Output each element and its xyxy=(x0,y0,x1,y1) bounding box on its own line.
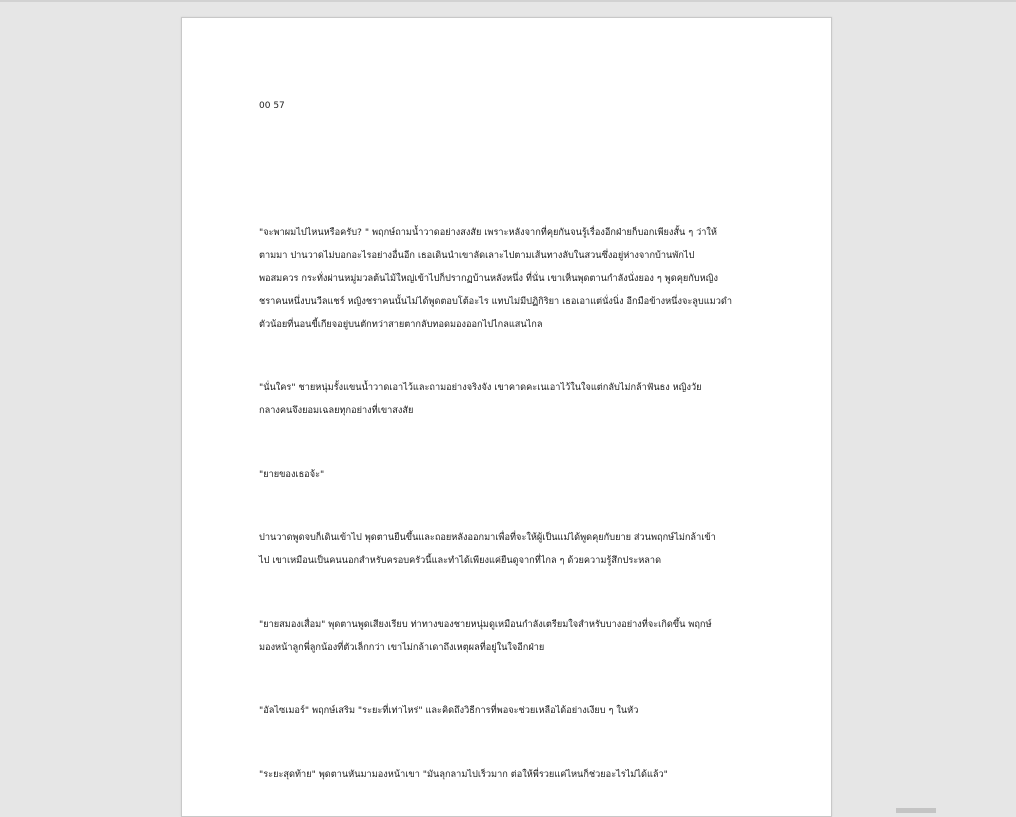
paragraph-line: ชราคนหนึ่งบนวีลแชร์ หญิงชราคนนั้นไม่ได้พูดตอบโต้อะไร แทบไม่มีปฏิกิริยา เธอเอาแต่นั่งนิ่ง อีกมือข้างหนึ่งจะลูบแมวดำ xyxy=(259,296,732,307)
paragraph-line: "ระยะสุดท้าย" พุดตานหันมามองหน้าเขา "มันลุกลามไปเร็วมาก ต่อให้พี่รวยแค่ไหนก็ช่วยอะไรไม่ได้แล้ว" xyxy=(259,769,668,780)
paragraph-6 xyxy=(259,699,759,722)
paragraph-line: ปานวาดพูดจบก็เดินเข้าไป พุดตานยืนขึ้นและถอยหลังออกมาเพื่อที่จะให้ผู้เป็นแม่ได้พูดคุยกับยาย ส่วนพฤกษ์ไม่กล้าเข้า xyxy=(259,532,716,543)
paragraph-4 xyxy=(259,526,759,572)
paragraph-3 xyxy=(259,463,759,486)
paragraph-5 xyxy=(259,613,759,659)
document-page[interactable] xyxy=(181,17,832,817)
page-header-text: 00 57 xyxy=(259,101,285,111)
paragraph-7 xyxy=(259,763,759,786)
paragraph-line: "นั่นใคร" ชายหนุ่มรั้งแขนน้ำวาดเอาไว้และถามอย่างจริงจัง เขาคาดคะเนเอาไว้ในใจแต่กลับไม่กล้าฟันธง หญิงวัย xyxy=(259,382,702,393)
paragraph-1 xyxy=(259,221,759,336)
horizontal-scrollbar-thumb[interactable] xyxy=(896,808,936,813)
paragraph-line: "ยายของเธอจ้ะ" xyxy=(259,469,325,480)
paragraph-line: ตามมา ปานวาดไม่บอกอะไรอย่างอื่นอีก เธอเดินนำเขาลัดเลาะไปตามเส้นทางลับในสวนซึ่งอยู่ห่างจากบ้านพักไป xyxy=(259,250,695,261)
paragraph-line: "อัลไซเมอร์" พฤกษ์เสริม "ระยะที่เท่าไหร่" และคิดถึงวิธีการที่พอจะช่วยเหลือได้อย่างเงียบ ๆ ในหัว xyxy=(259,705,639,716)
paragraph-line: ไป เขาเหมือนเป็นคนนอกสำหรับครอบครัวนี้และทำได้เพียงแค่ยืนดูจากที่ไกล ๆ ด้วยความรู้สึกประหลาด xyxy=(259,555,662,566)
paragraph-line: ตัวน้อยที่นอนขี้เกียจอยู่บนตักทว่าสายตากลับทอดมองออกไปไกลแสนไกล xyxy=(259,319,543,330)
paragraph-2 xyxy=(259,376,759,422)
paragraph-line: "จะพาผมไปไหนหรือครับ? " พฤกษ์ถามน้ำวาดอย่างสงสัย เพราะหลังจากที่คุยกันจนรู้เรื่องอีกฝ่ายก็บอกเพียงสั้น ๆ ว่าให้ xyxy=(259,227,717,238)
paragraph-line: มองหน้าลูกพี่ลูกน้องที่ตัวเล็กกว่า เขาไม่กล้าเดาถึงเหตุผลที่อยู่ในใจอีกฝ่าย xyxy=(259,642,545,653)
paragraph-line: "ยายสมองเสื่อม" พุดตานพูดเสียงเรียบ ท่าทางของชายหนุ่มดูเหมือนกำลังเตรียมใจสำหรับบางอย่างที่จะเกิดขึ้น พฤกษ์ xyxy=(259,619,712,630)
window-top-border xyxy=(0,0,1016,2)
paragraph-line: พอสมควร กระทั่งผ่านหมู่มวลต้นไม้ใหญ่เข้าไปก็ปรากฏบ้านหลังหนึ่ง ที่นั่น เขาเห็นพุดตานกำลังนั่งยอง ๆ พูดคุยกับหญิง xyxy=(259,273,718,284)
paragraph-line: กลางคนจึงยอมเฉลยทุกอย่างที่เขาสงสัย xyxy=(259,405,414,416)
